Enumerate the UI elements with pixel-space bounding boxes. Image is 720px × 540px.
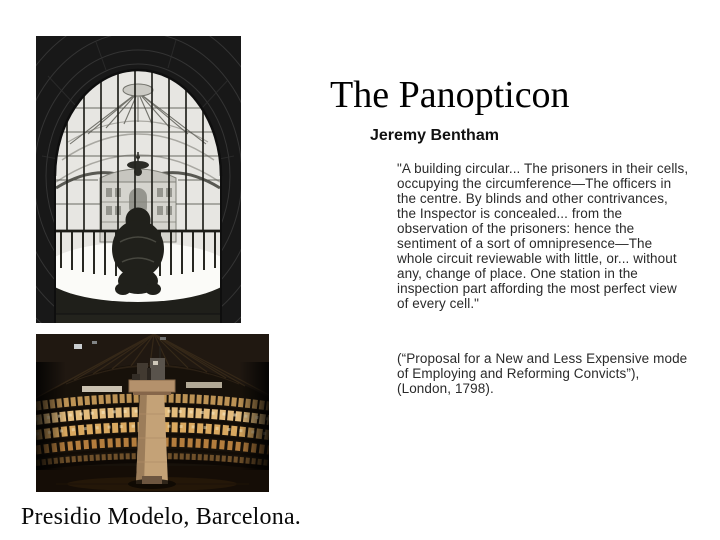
quote-text: "A building circular... The prisoners in their cells, occupying the circumference—The officers in the centre. By blinds and other contrivances, the Inspector is concealed... from the observation of the prisoners: hence the sentiment of a sort of omnipresence—The whole circuit reviewable with little, or... without any, change of place. One station in the inspection part affording the most perfect view of every cell." <box>397 161 689 311</box>
slide-title: The Panopticon <box>330 74 570 116</box>
photo-skylight <box>74 344 82 349</box>
citation-text: (“Proposal for a New and Less Expensive mode of Employing and Reforming Convicts”), (London, 1798). <box>397 351 688 396</box>
presidio-modelo-photo-art <box>36 334 269 492</box>
presidio-modelo-photo-image <box>36 334 269 492</box>
slide-subtitle: Jeremy Bentham <box>370 127 499 144</box>
panopticon-engraving-art <box>36 36 241 323</box>
image-caption: Presidio Modelo, Barcelona. <box>21 504 302 530</box>
panopticon-engraving-image <box>36 36 241 323</box>
